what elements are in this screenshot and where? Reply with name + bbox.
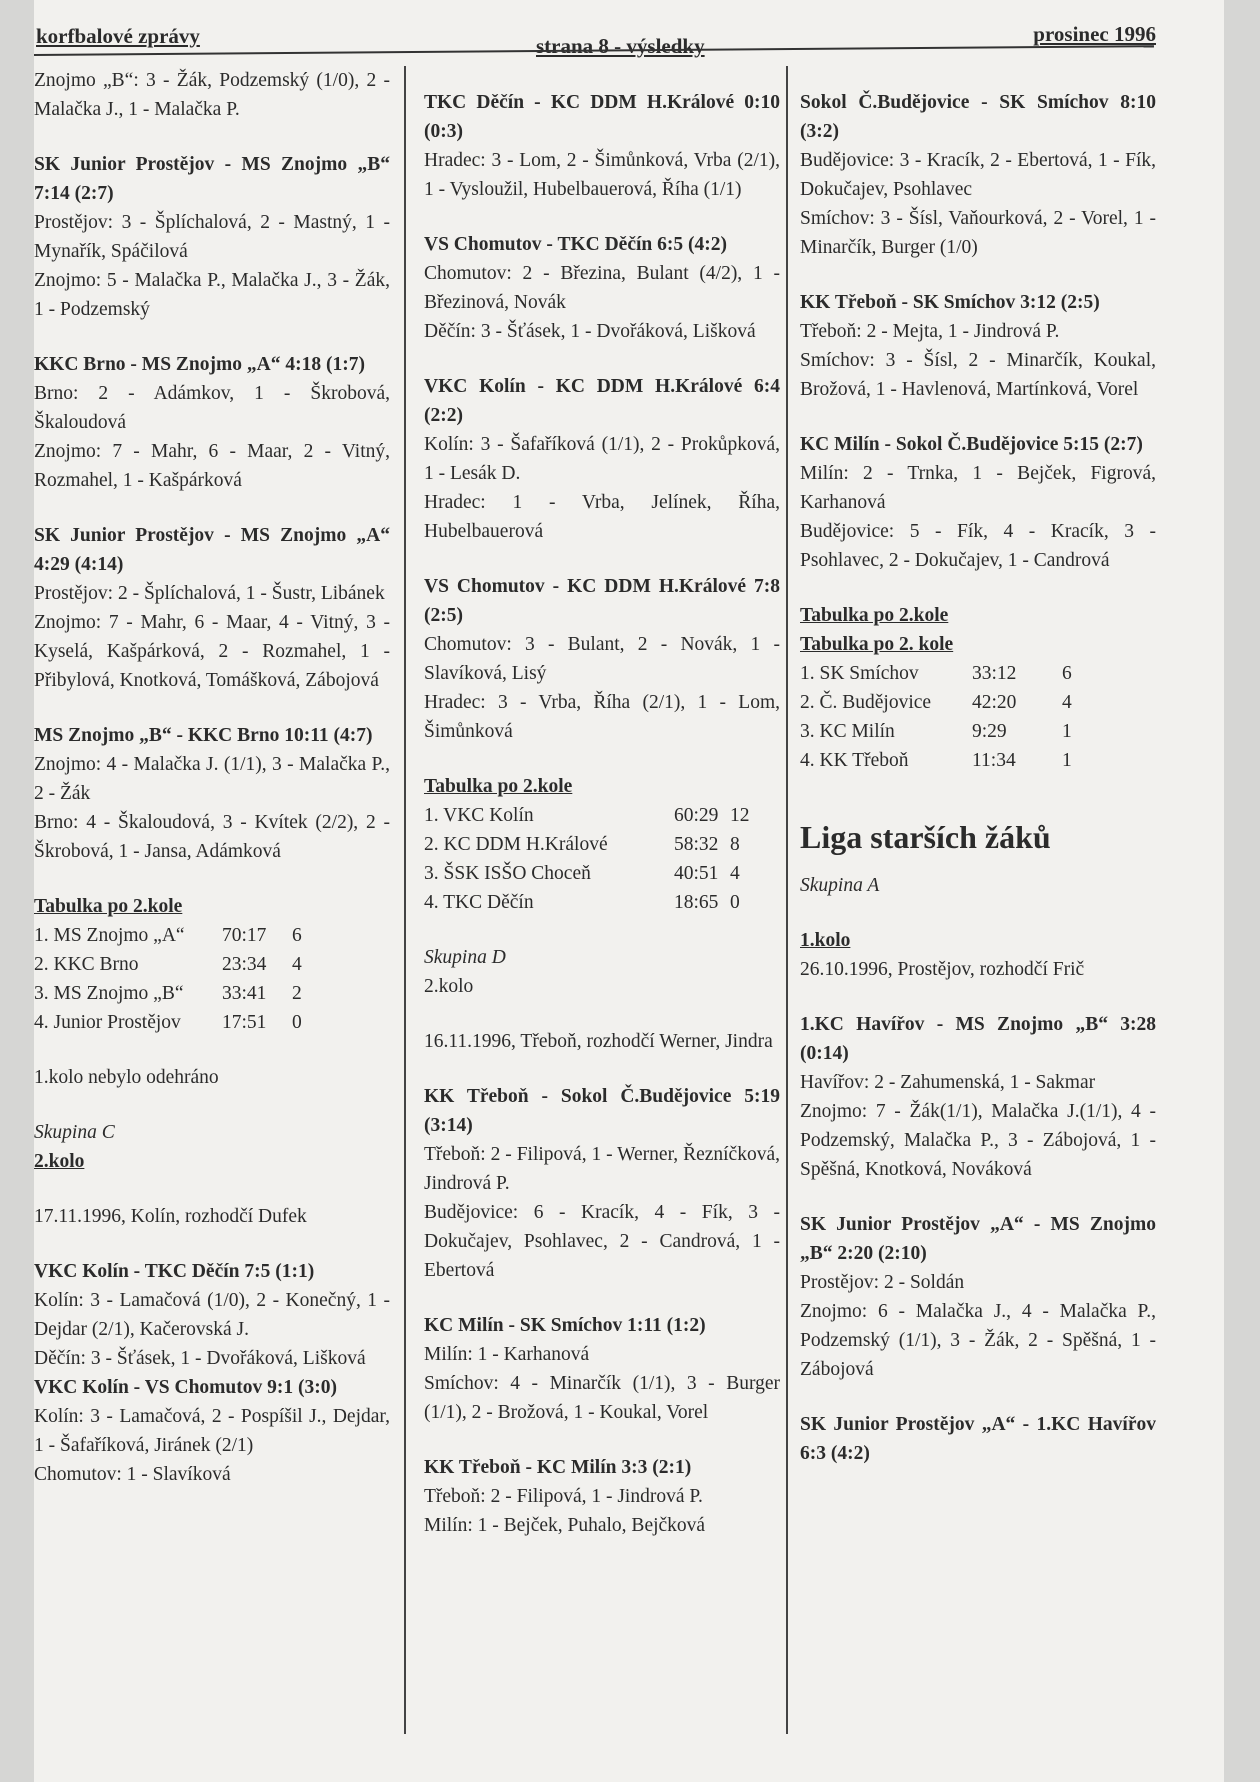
round-info: 17.11.1996, Kolín, rozhodčí Dufek: [34, 1206, 307, 1227]
scorers-line: Znojmo: 6 - Malačka J., 4 - Malačka P., Podzemský (1/1), 3 - Žák, 2 - Spěšná, 1 - Zábojová: [800, 1301, 1156, 1380]
score-cell: 23:34: [222, 954, 267, 975]
match-result: [34, 1373, 390, 1489]
header-publication: korfbalové zprávy: [36, 24, 200, 48]
match-result: [800, 1410, 1156, 1468]
table-row: [800, 717, 1072, 746]
score-cell: 33:41: [222, 983, 267, 1004]
standings-table: [34, 892, 390, 1037]
points-cell: 8: [730, 834, 740, 855]
round-label: 2.kolo: [424, 976, 474, 997]
round-label: 2.kolo: [34, 1151, 85, 1172]
match-result: [424, 1453, 780, 1540]
team-cell: 1. VKC Kolín: [424, 805, 534, 826]
scorers-line: Znojmo: 5 - Malačka P., Malačka J., 3 - Žák, 1 - Podzemský: [34, 270, 390, 320]
match-title: VKC Kolín - TKC Děčín 7:5 (1:1): [34, 1261, 315, 1282]
match-title: KK Třeboň - KC Milín 3:3 (2:1): [424, 1457, 692, 1478]
match-title: MS Znojmo „B“ - KKC Brno 10:11 (4:7): [34, 725, 373, 746]
score-cell: 17:51: [222, 1012, 267, 1033]
match-result: [34, 721, 390, 866]
match-result: [34, 1257, 390, 1373]
points-cell: 4: [1062, 692, 1072, 713]
team-cell: 3. MS Znojmo „B“: [34, 983, 184, 1004]
scorers-line: Třeboň: 2 - Filipová, 1 - Jindrová P.: [424, 1486, 703, 1507]
scorers-line: Znojmo „B“: 3 - Žák, Podzemský (1/0), 2 - Malačka J., 1 - Malačka P.: [34, 70, 390, 120]
table-row: [800, 688, 1072, 717]
column-2: [424, 66, 780, 1540]
scorers-line: Smíchov: 3 - Šísl, Vaňourková, 2 - Vorel, 1 - Minarčík, Burger (1/0): [800, 208, 1156, 258]
match-title: KC Milín - SK Smíchov 1:11 (1:2): [424, 1315, 706, 1336]
table-row: [424, 830, 750, 859]
scorers-line: Znojmo: 7 - Mahr, 6 - Maar, 2 - Vitný, Rozmahel, 1 - Kašpárková: [34, 441, 390, 491]
group-label: Skupina D: [424, 947, 506, 968]
score-cell: 42:20: [972, 692, 1017, 713]
match-result: [424, 88, 780, 204]
column-1: [34, 66, 390, 1489]
match-result: [424, 1082, 780, 1285]
table-row: [424, 888, 750, 917]
round-info: 16.11.1996, Třeboň, rozhodčí Werner, Jindra: [424, 1031, 773, 1052]
match-result: [424, 230, 780, 346]
scorers-line: Znojmo: 4 - Malačka J. (1/1), 3 - Malačka P., 2 - Žák: [34, 754, 390, 804]
score-cell: 18:65: [674, 892, 719, 913]
team-cell: 4. TKC Děčín: [424, 892, 534, 913]
scorers-line: Děčín: 3 - Šťásek, 1 - Dvořáková, Lišková: [34, 1348, 366, 1369]
score-cell: 11:34: [972, 750, 1016, 771]
group-label: Skupina A: [800, 875, 880, 896]
points-cell: 2: [292, 983, 302, 1004]
match-title: SK Junior Prostějov - MS Znojmo „A“ 4:29 (4:14): [34, 525, 390, 575]
column-divider: [404, 66, 406, 1734]
scorers-line: Hradec: 1 - Vrba, Jelínek, Říha, Hubelbauerová: [424, 492, 780, 542]
match-title: VKC Kolín - KC DDM H.Králové 6:4 (2:2): [424, 376, 780, 426]
points-cell: 4: [292, 954, 302, 975]
column-divider: [786, 66, 788, 1734]
table-row: [34, 950, 302, 979]
standings-heading: Tabulka po 2.kole: [34, 896, 183, 917]
match-result: [34, 66, 390, 124]
section-heading: Liga starších žáků: [800, 819, 1051, 855]
match-result: [34, 521, 390, 695]
scorers-line: Znojmo: 7 - Žák(1/1), Malačka J.(1/1), 4 - Podzemský, Malačka P., 3 - Zábojová, 1 - Spěšná, Knotková, Nováková: [800, 1101, 1156, 1180]
scorers-line: Kolín: 3 - Lamačová, 2 - Pospíšil J., Dejdar, 1 - Šafaříková, Jiránek (2/1): [34, 1406, 390, 1456]
table-row: [34, 1008, 302, 1037]
match-title: KKC Brno - MS Znojmo „A“ 4:18 (1:7): [34, 354, 365, 375]
standings-table: [800, 601, 1156, 775]
scorers-line: Třeboň: 2 - Mejta, 1 - Jindrová P.: [800, 321, 1060, 342]
match-result: [800, 1210, 1156, 1384]
table-row: [34, 921, 302, 950]
match-title: VS Chomutov - TKC Děčín 6:5 (4:2): [424, 234, 727, 255]
match-result: [424, 372, 780, 546]
match-title: Sokol Č.Budějovice - SK Smíchov 8:10 (3:2): [800, 92, 1156, 142]
match-result: [800, 430, 1156, 575]
points-cell: 1: [1062, 750, 1072, 771]
score-cell: 70:17: [222, 925, 267, 946]
team-cell: 2. Č. Budějovice: [800, 692, 932, 713]
match-result: [800, 288, 1156, 404]
match-title: VKC Kolín - VS Chomutov 9:1 (3:0): [34, 1377, 337, 1398]
team-cell: 3. ŠSK ISŠO Choceň: [424, 863, 591, 884]
scorers-line: Chomutov: 3 - Bulant, 2 - Novák, 1 - Slavíková, Lisý: [424, 634, 780, 684]
match-result: [34, 150, 390, 324]
team-cell: 2. KC DDM H.Králové: [424, 834, 608, 855]
scorers-line: Kolín: 3 - Lamačová (1/0), 2 - Konečný, 1 - Dejdar (2/1), Kačerovská J.: [34, 1290, 390, 1340]
score-cell: 9:29: [972, 721, 1007, 742]
scorers-line: Budějovice: 3 - Kracík, 2 - Ebertová, 1 - Fík, Dokučajev, Psohlavec: [800, 150, 1156, 200]
round-info: 26.10.1996, Prostějov, rozhodčí Frič: [800, 959, 1085, 980]
column-3: [800, 66, 1156, 1468]
match-result: [424, 1311, 780, 1427]
table-row: [424, 859, 750, 888]
scorers-line: Budějovice: 6 - Kracík, 4 - Fík, 3 - Dokučajev, Psohlavec, 2 - Candrová, 1 - Ebertová: [424, 1202, 780, 1281]
scorers-line: Třeboň: 2 - Filipová, 1 - Werner, Řezníčková, Jindrová P.: [424, 1144, 780, 1194]
points-cell: 12: [730, 805, 750, 826]
match-title: KC Milín - Sokol Č.Budějovice 5:15 (2:7): [800, 434, 1143, 455]
scorers-line: Prostějov: 3 - Šplíchalová, 2 - Mastný, 1 - Mynařík, Spáčilová: [34, 212, 390, 262]
points-cell: 0: [292, 1012, 302, 1033]
team-cell: 3. KC Milín: [800, 721, 895, 742]
standings-table: [424, 772, 780, 917]
match-title: TKC Děčín - KC DDM H.Králové 0:10 (0:3): [424, 92, 780, 142]
scorers-line: Havířov: 2 - Zahumenská, 1 - Sakmar: [800, 1072, 1096, 1093]
table-row: [424, 801, 750, 830]
round-note: 1.kolo nebylo odehráno: [34, 1067, 219, 1088]
team-cell: 4. KK Třeboň: [800, 750, 909, 771]
score-cell: 60:29: [674, 805, 719, 826]
match-title: KK Třeboň - Sokol Č.Budějovice 5:19 (3:14): [424, 1086, 780, 1136]
scorers-line: Prostějov: 2 - Soldán: [800, 1272, 965, 1293]
scorers-line: Budějovice: 5 - Fík, 4 - Kracík, 3 - Psohlavec, 2 - Dokučajev, 1 - Candrová: [800, 521, 1156, 571]
scorers-line: Milín: 1 - Karhanová: [424, 1344, 590, 1365]
team-cell: 1. SK Smíchov: [800, 663, 919, 684]
table-row: [800, 746, 1072, 775]
match-title: VS Chomutov - KC DDM H.Králové 7:8 (2:5): [424, 576, 780, 626]
team-cell: 1. MS Znojmo „A“: [34, 925, 185, 946]
round-label: 1.kolo: [800, 930, 851, 951]
match-result: [424, 572, 780, 746]
points-cell: 1: [1062, 721, 1072, 742]
scorers-line: Hradec: 3 - Lom, 2 - Šimůnková, Vrba (2/1), 1 - Vysloužil, Hubelbauerová, Říha (1/1): [424, 150, 780, 200]
points-cell: 4: [730, 863, 740, 884]
match-title: SK Junior Prostějov „A“ - MS Znojmo „B“ 2:20 (2:10): [800, 1214, 1156, 1264]
match-title: KK Třeboň - SK Smíchov 3:12 (2:5): [800, 292, 1100, 313]
points-cell: 0: [730, 892, 740, 913]
scorers-line: Milín: 1 - Bejček, Puhalo, Bejčková: [424, 1515, 706, 1536]
scorers-line: Chomutov: 1 - Slavíková: [34, 1464, 231, 1485]
scorers-line: Chomutov: 2 - Březina, Bulant (4/2), 1 - Březinová, Novák: [424, 263, 780, 313]
header-page-label: strana 8 - výsledky: [536, 34, 705, 58]
match-title: SK Junior Prostějov - MS Znojmo „B“ 7:14 (2:7): [34, 154, 390, 204]
header-date: prosinec 1996: [1033, 22, 1156, 46]
group-label: Skupina C: [34, 1122, 115, 1143]
match-result: [800, 88, 1156, 262]
match-result: [800, 1010, 1156, 1184]
table-row: [34, 979, 302, 1008]
score-cell: 33:12: [972, 663, 1017, 684]
scorers-line: Smíchov: 4 - Minarčík (1/1), 3 - Burger (1/1), 2 - Brožová, 1 - Koukal, Vorel: [424, 1373, 780, 1423]
points-cell: 6: [292, 925, 302, 946]
scorers-line: Hradec: 3 - Vrba, Říha (2/1), 1 - Lom, Šimůnková: [424, 692, 780, 742]
scorers-line: Brno: 4 - Škaloudová, 3 - Kvítek (2/2), 2 - Škrobová, 1 - Jansa, Adámková: [34, 812, 390, 862]
scorers-line: Kolín: 3 - Šafaříková (1/1), 2 - Prokůpková, 1 - Lesák D.: [424, 434, 780, 484]
scorers-line: Brno: 2 - Adámkov, 1 - Škrobová, Škaloudová: [34, 383, 390, 433]
points-cell: 6: [1062, 663, 1072, 684]
scorers-line: Milín: 2 - Trnka, 1 - Bejček, Figrová, Karhanová: [800, 463, 1156, 513]
table-row: [800, 659, 1072, 688]
team-cell: 2. KKC Brno: [34, 954, 139, 975]
standings-heading: Tabulka po 2.kole: [424, 776, 573, 797]
score-cell: 58:32: [674, 834, 719, 855]
match-result: [34, 350, 390, 495]
standings-heading: Tabulka po 2. kole: [800, 634, 954, 655]
match-title: 1.KC Havířov - MS Znojmo „B“ 3:28 (0:14): [800, 1014, 1156, 1064]
standings-heading: Tabulka po 2.kole: [800, 605, 949, 626]
scorers-line: Smíchov: 3 - Šísl, 2 - Minarčík, Koukal, Brožová, 1 - Havlenová, Martínková, Vorel: [800, 350, 1156, 400]
team-cell: 4. Junior Prostějov: [34, 1012, 181, 1033]
scorers-line: Děčín: 3 - Šťásek, 1 - Dvořáková, Lišková: [424, 321, 756, 342]
scorers-line: Znojmo: 7 - Mahr, 6 - Maar, 4 - Vitný, 3 - Kyselá, Kašpárková, 2 - Rozmahel, 1 - Přibylová, Knotková, Tomášková, Zábojová: [34, 612, 390, 691]
scorers-line: Prostějov: 2 - Šplíchalová, 1 - Šustr, Libánek: [34, 583, 385, 604]
score-cell: 40:51: [674, 863, 719, 884]
match-title: SK Junior Prostějov „A“ - 1.KC Havířov 6:3 (4:2): [800, 1414, 1156, 1464]
